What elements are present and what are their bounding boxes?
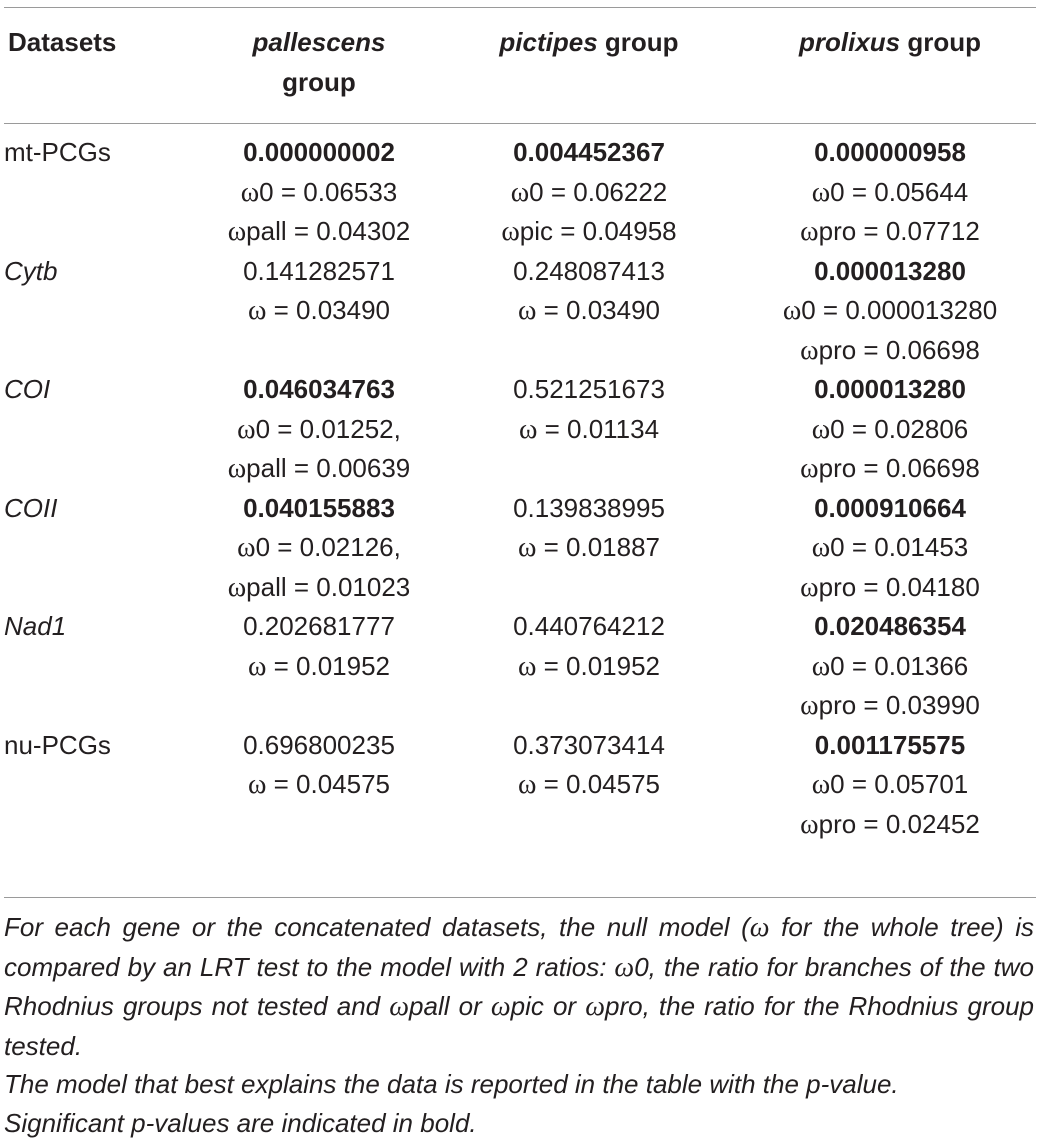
dataset-label: COI: [4, 374, 50, 404]
header-datasets: [4, 8, 204, 124]
cell-value: 0.000013280: [814, 256, 966, 286]
cell-value: = 0.01887: [536, 532, 660, 562]
footnote-text: Significant p-values are indicated in bold.: [4, 1108, 477, 1138]
footnote-paragraph: [4, 1065, 1034, 1104]
cell-value: 0 = 0.05644: [830, 177, 968, 207]
footnote-text: pic or: [511, 991, 586, 1021]
omega-ratio: [744, 765, 1036, 805]
p-value: [204, 252, 434, 292]
omega-symbol: ω: [511, 177, 529, 208]
omega-symbol: ω: [241, 177, 259, 208]
header-pallescens-group: [204, 8, 434, 124]
omega-symbol: ω: [812, 651, 830, 682]
result-cell: [204, 124, 434, 252]
table-row: [4, 370, 1036, 489]
header-prolixus-species: prolixus: [799, 27, 900, 57]
p-value-significant: [744, 607, 1036, 647]
omega-ratio: [204, 212, 434, 252]
dataset-cell: [4, 124, 204, 252]
result-cell: [204, 607, 434, 726]
cell-value: 0.001175575: [815, 730, 965, 760]
p-value-significant: [744, 133, 1036, 173]
result-cell: [434, 607, 744, 726]
omega-ratio: [204, 291, 434, 331]
omega-symbol: ω: [228, 453, 246, 484]
omega-ratio: [744, 449, 1036, 489]
omega-symbol: ω: [518, 532, 536, 563]
dataset-cell: [4, 726, 204, 845]
omega-ratio: [744, 568, 1036, 608]
cell-value: 0 = 0.05701: [830, 769, 968, 799]
cell-value: 0.139838995: [513, 493, 665, 523]
p-value-significant: [744, 370, 1036, 410]
cell-value: 0.202681777: [243, 611, 395, 641]
omega-symbol: ω: [248, 769, 266, 800]
result-cell: [744, 124, 1036, 252]
cell-value: 0.000000958: [814, 137, 966, 167]
header-pictipes-group-word: group: [605, 27, 679, 57]
p-value-significant: [744, 252, 1036, 292]
header-datasets-label: Datasets: [8, 27, 116, 57]
omega-symbol: ω: [812, 177, 830, 208]
result-cell: [434, 726, 744, 845]
cell-value: pall = 0.01023: [246, 572, 410, 602]
omega-symbol: ω: [800, 809, 818, 840]
dataset-cell: [4, 370, 204, 489]
p-value-significant: [434, 133, 744, 173]
omega-symbol: ω: [389, 991, 409, 1022]
omega-symbol: ω: [750, 912, 770, 943]
omega-ratio: [744, 331, 1036, 371]
omega-symbol: ω: [800, 453, 818, 484]
omega-symbol: ω: [519, 414, 537, 445]
omega-ratio: [204, 765, 434, 805]
cell-value: 0 = 0.01252,: [256, 414, 401, 444]
footnote-text: for the whole tree) is compared by an LRT test to the model with 2 ratios:: [4, 912, 1034, 982]
result-cell: [434, 124, 744, 252]
results-table: [4, 8, 1036, 844]
cell-value: pro = 0.06698: [819, 453, 980, 483]
omega-ratio: [434, 173, 744, 213]
cell-value: 0.000000002: [243, 137, 395, 167]
omega-ratio: [204, 410, 434, 450]
omega-symbol: ω: [800, 572, 818, 603]
omega-symbol: ω: [800, 690, 818, 721]
dataset-cell: [4, 607, 204, 726]
omega-ratio: [204, 173, 434, 213]
table-row: [4, 124, 1036, 252]
p-value: [434, 607, 744, 647]
table-row: [4, 489, 1036, 608]
cell-value: 0 = 0.01366: [830, 651, 968, 681]
cell-value: = 0.03490: [266, 295, 390, 325]
cell-value: 0 = 0.06533: [259, 177, 397, 207]
cell-value: pro = 0.06698: [819, 335, 980, 365]
omega-ratio: [744, 528, 1036, 568]
cell-value: 0.000013280: [814, 374, 966, 404]
result-cell: [204, 489, 434, 608]
header-pictipes-group: [434, 8, 744, 124]
footnote-text: For each gene or the concatenated datasets, the null model (: [4, 912, 750, 942]
cell-value: pro = 0.03990: [819, 690, 980, 720]
header-prolixus-group: [744, 8, 1036, 124]
header-pallescens-species: pallescens: [253, 27, 386, 57]
cell-value: 0 = 0.000013280: [801, 295, 997, 325]
omega-ratio: [744, 212, 1036, 252]
result-cell: [744, 726, 1036, 845]
omega-symbol: ω: [491, 991, 511, 1022]
result-cell: [204, 252, 434, 371]
omega-ratio: [204, 647, 434, 687]
result-cell: [434, 489, 744, 608]
result-cell: [434, 370, 744, 489]
omega-ratio: [434, 528, 744, 568]
omega-symbol: ω: [518, 769, 536, 800]
omega-symbol: ω: [518, 651, 536, 682]
omega-symbol: ω: [800, 335, 818, 366]
omega-symbol: ω: [237, 414, 255, 445]
result-cell: [744, 252, 1036, 371]
p-value-significant: [204, 489, 434, 529]
cell-value: 0 = 0.06222: [529, 177, 667, 207]
omega-symbol: ω: [501, 216, 519, 247]
omega-ratio: [744, 647, 1036, 687]
omega-symbol: ω: [812, 532, 830, 563]
omega-ratio: [434, 647, 744, 687]
omega-symbol: ω: [783, 295, 801, 326]
cell-value: pro = 0.07712: [819, 216, 980, 246]
cell-value: 0.020486354: [814, 611, 966, 641]
dataset-label: Nad1: [4, 611, 66, 641]
omega-ratio: [434, 765, 744, 805]
footnote-text: 0, the ratio for branches of the two Rhodnius groups not tested and: [4, 952, 1034, 1022]
omega-ratio: [204, 568, 434, 608]
omega-symbol: ω: [812, 414, 830, 445]
result-cell: [204, 370, 434, 489]
cell-value: 0.040155883: [243, 493, 395, 523]
cell-value: pall = 0.04302: [246, 216, 410, 246]
omega-ratio: [744, 410, 1036, 450]
dataset-label: Cytb: [4, 256, 57, 286]
dataset-label: COII: [4, 493, 57, 523]
cell-value: pall = 0.00639: [246, 453, 410, 483]
cell-value: 0.521251673: [513, 374, 665, 404]
omega-ratio: [204, 449, 434, 489]
cell-value: 0 = 0.02126,: [256, 532, 401, 562]
footnote-paragraph: [4, 1104, 1034, 1142]
table-footnotes: [4, 908, 1034, 1142]
omega-symbol: ω: [248, 295, 266, 326]
header-pictipes-species: pictipes: [499, 27, 597, 57]
p-value-significant: [744, 489, 1036, 529]
omega-ratio: [434, 410, 744, 450]
omega-symbol: ω: [800, 216, 818, 247]
cell-value: pic = 0.04958: [520, 216, 677, 246]
p-value-significant: [744, 726, 1036, 766]
cell-value: 0.440764212: [513, 611, 665, 641]
cell-value: = 0.04575: [536, 769, 660, 799]
result-cell: [744, 370, 1036, 489]
p-value-significant: [204, 133, 434, 173]
table-row: [4, 252, 1036, 371]
cell-value: = 0.01952: [536, 651, 660, 681]
cell-value: 0 = 0.01453: [830, 532, 968, 562]
bottom-rule: [4, 897, 1036, 898]
footnote-paragraph: [4, 908, 1034, 1065]
omega-ratio: [744, 291, 1036, 331]
result-cell: [204, 726, 434, 845]
p-value: [434, 489, 744, 529]
omega-symbol: ω: [518, 295, 536, 326]
cell-value: 0.141282571: [243, 256, 395, 286]
dataset-label: mt-PCGs: [4, 137, 111, 167]
cell-value: 0.046034763: [243, 374, 395, 404]
p-value-significant: [204, 370, 434, 410]
omega-symbol: ω: [248, 651, 266, 682]
cell-value: 0 = 0.02806: [830, 414, 968, 444]
footnote-text: pro, the ratio for the Rhodnius group tested.: [4, 991, 1034, 1061]
omega-symbol: ω: [228, 216, 246, 247]
p-value: [434, 726, 744, 766]
cell-value: = 0.01952: [266, 651, 390, 681]
omega-ratio: [434, 291, 744, 331]
cell-value: pro = 0.02452: [819, 809, 980, 839]
dataset-label: nu-PCGs: [4, 730, 111, 760]
p-value: [204, 607, 434, 647]
cell-value: pro = 0.04180: [819, 572, 980, 602]
cell-value: 0.696800235: [243, 730, 395, 760]
omega-ratio: [434, 212, 744, 252]
table-body: [4, 124, 1036, 845]
omega-symbol: ω: [228, 572, 246, 603]
omega-ratio: [744, 173, 1036, 213]
footnote-text: The model that best explains the data is reported in the table with the p-value.: [4, 1069, 899, 1099]
p-value: [434, 370, 744, 410]
header-row: [4, 8, 1036, 124]
cell-value: = 0.04575: [266, 769, 390, 799]
header-pallescens-group-word: group: [282, 67, 356, 97]
cell-value: 0.373073414: [513, 730, 665, 760]
cell-value: 0.004452367: [513, 137, 665, 167]
omega-symbol: ω: [237, 532, 255, 563]
omega-ratio: [204, 528, 434, 568]
header-prolixus-group-word: group: [907, 27, 981, 57]
result-cell: [434, 252, 744, 371]
omega-symbol: ω: [585, 991, 605, 1022]
omega-ratio: [744, 686, 1036, 726]
cell-value: 0.000910664: [814, 493, 966, 523]
p-value: [204, 726, 434, 766]
dataset-cell: [4, 252, 204, 371]
table-row: [4, 726, 1036, 845]
p-value: [434, 252, 744, 292]
omega-ratio: [744, 805, 1036, 845]
footnote-text: pall or: [409, 991, 491, 1021]
dataset-cell: [4, 489, 204, 608]
omega-symbol: ω: [614, 952, 634, 983]
result-cell: [744, 489, 1036, 608]
cell-value: = 0.03490: [536, 295, 660, 325]
table-row: [4, 607, 1036, 726]
cell-value: 0.248087413: [513, 256, 665, 286]
omega-symbol: ω: [812, 769, 830, 800]
result-cell: [744, 607, 1036, 726]
cell-value: = 0.01134: [537, 414, 659, 444]
